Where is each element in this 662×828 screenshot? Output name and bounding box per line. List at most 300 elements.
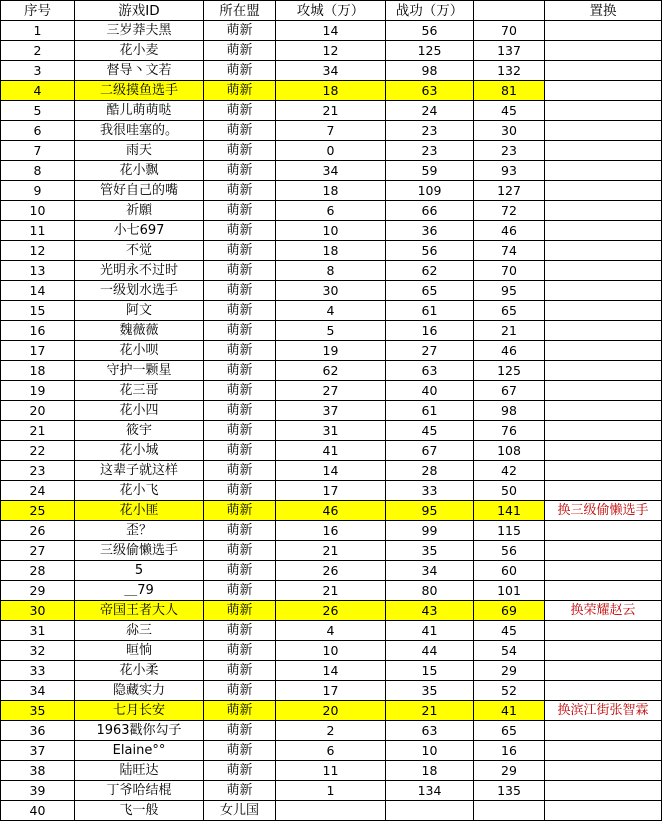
cell-merit[interactable]: 21: [386, 701, 474, 721]
cell-exchange-note[interactable]: [545, 781, 662, 801]
cell-game-id[interactable]: 帝国王者大人: [75, 601, 204, 621]
cell-exchange-note[interactable]: [545, 121, 662, 141]
cell-merit[interactable]: 65: [386, 281, 474, 301]
cell-total[interactable]: 70: [474, 261, 545, 281]
cell-number[interactable]: 9: [1, 181, 75, 201]
header-cell-game-id[interactable]: 游戏ID: [75, 1, 204, 21]
cell-total[interactable]: [474, 801, 545, 821]
cell-game-id[interactable]: 花小四: [75, 401, 204, 421]
cell-game-id[interactable]: 督导丶文若: [75, 61, 204, 81]
cell-siege[interactable]: 20: [276, 701, 386, 721]
cell-total[interactable]: 21: [474, 321, 545, 341]
cell-siege[interactable]: 62: [276, 361, 386, 381]
cell-merit[interactable]: 80: [386, 581, 474, 601]
cell-game-id[interactable]: 光明永不过时: [75, 261, 204, 281]
cell-merit[interactable]: 43: [386, 601, 474, 621]
cell-siege[interactable]: 14: [276, 461, 386, 481]
cell-merit[interactable]: 56: [386, 241, 474, 261]
cell-number[interactable]: 37: [1, 741, 75, 761]
cell-alliance[interactable]: 萌新: [204, 121, 276, 141]
cell-alliance[interactable]: 萌新: [204, 261, 276, 281]
cell-siege[interactable]: 10: [276, 221, 386, 241]
cell-exchange-note[interactable]: [545, 401, 662, 421]
cell-total[interactable]: 70: [474, 21, 545, 41]
cell-exchange-note[interactable]: [545, 541, 662, 561]
cell-alliance[interactable]: 萌新: [204, 321, 276, 341]
cell-merit[interactable]: 18: [386, 761, 474, 781]
cell-merit[interactable]: 35: [386, 541, 474, 561]
cell-siege[interactable]: 0: [276, 141, 386, 161]
cell-merit[interactable]: 45: [386, 421, 474, 441]
cell-alliance[interactable]: 萌新: [204, 621, 276, 641]
cell-siege[interactable]: 26: [276, 561, 386, 581]
cell-number[interactable]: 14: [1, 281, 75, 301]
cell-exchange-note[interactable]: [545, 41, 662, 61]
cell-alliance[interactable]: 女儿国: [204, 801, 276, 821]
table-row: [1, 621, 662, 641]
cell-number[interactable]: 6: [1, 121, 75, 141]
cell-game-id[interactable]: 陆旺达: [75, 761, 204, 781]
cell-merit[interactable]: 63: [386, 361, 474, 381]
cell-number[interactable]: 8: [1, 161, 75, 181]
cell-alliance[interactable]: 萌新: [204, 441, 276, 461]
cell-siege[interactable]: 2: [276, 721, 386, 741]
cell-alliance[interactable]: 萌新: [204, 541, 276, 561]
cell-game-id[interactable]: 一级划水选手: [75, 281, 204, 301]
cell-siege[interactable]: 21: [276, 581, 386, 601]
cell-number[interactable]: 30: [1, 601, 75, 621]
cell-exchange-note[interactable]: [545, 261, 662, 281]
cell-total[interactable]: 54: [474, 641, 545, 661]
cell-game-id[interactable]: 花小柔: [75, 661, 204, 681]
cell-total[interactable]: 132: [474, 61, 545, 81]
cell-total[interactable]: 56: [474, 541, 545, 561]
cell-siege[interactable]: 7: [276, 121, 386, 141]
cell-exchange-note[interactable]: [545, 221, 662, 241]
cell-total[interactable]: 29: [474, 661, 545, 681]
cell-game-id[interactable]: 雨天: [75, 141, 204, 161]
cell-total[interactable]: 127: [474, 181, 545, 201]
cell-total[interactable]: 65: [474, 721, 545, 741]
cell-siege[interactable]: 18: [276, 181, 386, 201]
table-row: [1, 761, 662, 781]
table-row: [1, 581, 662, 601]
cell-exchange-note[interactable]: 换荣耀赵云: [545, 601, 662, 621]
cell-merit[interactable]: 62: [386, 261, 474, 281]
cell-number[interactable]: 28: [1, 561, 75, 581]
table-row: [1, 161, 662, 181]
cell-exchange-note[interactable]: [545, 301, 662, 321]
table-row: [1, 121, 662, 141]
cell-siege[interactable]: 12: [276, 41, 386, 61]
cell-total[interactable]: 137: [474, 41, 545, 61]
cell-total[interactable]: 45: [474, 101, 545, 121]
cell-total[interactable]: 67: [474, 381, 545, 401]
cell-game-id[interactable]: 丁爷哈结棍: [75, 781, 204, 801]
cell-exchange-note[interactable]: [545, 181, 662, 201]
cell-siege[interactable]: [276, 801, 386, 821]
cell-siege[interactable]: 26: [276, 601, 386, 621]
cell-number[interactable]: 11: [1, 221, 75, 241]
cell-game-id[interactable]: Elaine°°: [75, 741, 204, 761]
cell-alliance[interactable]: 萌新: [204, 481, 276, 501]
cell-total[interactable]: 50: [474, 481, 545, 501]
cell-merit[interactable]: 134: [386, 781, 474, 801]
cell-siege[interactable]: 1: [276, 781, 386, 801]
cell-merit[interactable]: 36: [386, 221, 474, 241]
header-cell-exchange[interactable]: 置换: [545, 1, 662, 21]
cell-total[interactable]: 65: [474, 301, 545, 321]
cell-exchange-note[interactable]: [545, 61, 662, 81]
cell-total[interactable]: 72: [474, 201, 545, 221]
cell-exchange-note[interactable]: [545, 521, 662, 541]
cell-alliance[interactable]: 萌新: [204, 401, 276, 421]
cell-alliance[interactable]: 萌新: [204, 241, 276, 261]
cell-alliance[interactable]: 萌新: [204, 781, 276, 801]
cell-game-id[interactable]: 我很哇塞的。: [75, 121, 204, 141]
header-cell-number[interactable]: 序号: [1, 1, 75, 21]
cell-exchange-note[interactable]: [545, 761, 662, 781]
cell-total[interactable]: 108: [474, 441, 545, 461]
cell-merit[interactable]: 23: [386, 141, 474, 161]
cell-siege[interactable]: 46: [276, 501, 386, 521]
cell-exchange-note[interactable]: [545, 561, 662, 581]
cell-game-id[interactable]: 晅恦: [75, 641, 204, 661]
cell-alliance[interactable]: 萌新: [204, 221, 276, 241]
cell-alliance[interactable]: 萌新: [204, 421, 276, 441]
cell-total[interactable]: 46: [474, 221, 545, 241]
cell-game-id[interactable]: 花三哥: [75, 381, 204, 401]
cell-alliance[interactable]: 萌新: [204, 201, 276, 221]
cell-number[interactable]: 23: [1, 461, 75, 481]
cell-number[interactable]: 3: [1, 61, 75, 81]
cell-alliance[interactable]: 萌新: [204, 461, 276, 481]
cell-merit[interactable]: 61: [386, 301, 474, 321]
table-row: [1, 441, 662, 461]
cell-merit[interactable]: 15: [386, 661, 474, 681]
cell-siege[interactable]: 18: [276, 241, 386, 261]
cell-siege[interactable]: 14: [276, 661, 386, 681]
cell-exchange-note[interactable]: [545, 361, 662, 381]
cell-number[interactable]: 31: [1, 621, 75, 641]
cell-alliance[interactable]: 萌新: [204, 721, 276, 741]
cell-merit[interactable]: 27: [386, 341, 474, 361]
cell-game-id[interactable]: 这辈子就这样: [75, 461, 204, 481]
cell-merit[interactable]: 61: [386, 401, 474, 421]
cell-merit[interactable]: 16: [386, 321, 474, 341]
cell-exchange-note[interactable]: [545, 421, 662, 441]
cell-number[interactable]: 17: [1, 341, 75, 361]
cell-siege[interactable]: 41: [276, 441, 386, 461]
table-row: [1, 361, 662, 381]
cell-alliance[interactable]: 萌新: [204, 301, 276, 321]
cell-merit[interactable]: 41: [386, 621, 474, 641]
cell-exchange-note[interactable]: [545, 81, 662, 101]
cell-alliance[interactable]: 萌新: [204, 601, 276, 621]
cell-number[interactable]: 21: [1, 421, 75, 441]
cell-alliance[interactable]: 萌新: [204, 761, 276, 781]
cell-merit[interactable]: 59: [386, 161, 474, 181]
cell-total[interactable]: 74: [474, 241, 545, 261]
cell-total[interactable]: 42: [474, 461, 545, 481]
cell-alliance[interactable]: 萌新: [204, 641, 276, 661]
cell-game-id[interactable]: 花小城: [75, 441, 204, 461]
cell-siege[interactable]: 34: [276, 161, 386, 181]
cell-exchange-note[interactable]: [545, 381, 662, 401]
cell-exchange-note[interactable]: [545, 141, 662, 161]
cell-exchange-note[interactable]: [545, 661, 662, 681]
cell-alliance[interactable]: 萌新: [204, 41, 276, 61]
cell-alliance[interactable]: 萌新: [204, 341, 276, 361]
cell-exchange-note[interactable]: [545, 721, 662, 741]
table-row: [1, 801, 662, 821]
cell-game-id[interactable]: 三岁莽夫黑: [75, 21, 204, 41]
cell-siege[interactable]: 8: [276, 261, 386, 281]
cell-number[interactable]: 1: [1, 21, 75, 41]
cell-alliance[interactable]: 萌新: [204, 681, 276, 701]
cell-merit[interactable]: 35: [386, 681, 474, 701]
cell-merit[interactable]: 44: [386, 641, 474, 661]
cell-alliance[interactable]: 萌新: [204, 161, 276, 181]
cell-game-id[interactable]: 二级摸鱼选手: [75, 81, 204, 101]
cell-total[interactable]: 46: [474, 341, 545, 361]
cell-siege[interactable]: 6: [276, 741, 386, 761]
cell-exchange-note[interactable]: [545, 481, 662, 501]
cell-alliance[interactable]: 萌新: [204, 101, 276, 121]
cell-number[interactable]: 15: [1, 301, 75, 321]
cell-number[interactable]: 24: [1, 481, 75, 501]
cell-siege[interactable]: 31: [276, 421, 386, 441]
cell-siege[interactable]: 17: [276, 681, 386, 701]
cell-number[interactable]: 26: [1, 521, 75, 541]
cell-exchange-note[interactable]: [545, 801, 662, 821]
cell-game-id[interactable]: 守护一颗星: [75, 361, 204, 381]
cell-number[interactable]: 38: [1, 761, 75, 781]
cell-game-id[interactable]: 花小麦: [75, 41, 204, 61]
cell-exchange-note[interactable]: [545, 241, 662, 261]
cell-total[interactable]: 101: [474, 581, 545, 601]
cell-game-id[interactable]: 祈願: [75, 201, 204, 221]
cell-total[interactable]: 141: [474, 501, 545, 521]
cell-merit[interactable]: [386, 801, 474, 821]
cell-total[interactable]: 41: [474, 701, 545, 721]
cell-number[interactable]: 40: [1, 801, 75, 821]
cell-exchange-note[interactable]: [545, 681, 662, 701]
cell-merit[interactable]: 56: [386, 21, 474, 41]
cell-game-id[interactable]: 5: [75, 561, 204, 581]
cell-number[interactable]: 19: [1, 381, 75, 401]
cell-merit[interactable]: 40: [386, 381, 474, 401]
cell-siege[interactable]: 21: [276, 541, 386, 561]
cell-number[interactable]: 2: [1, 41, 75, 61]
cell-alliance[interactable]: 萌新: [204, 521, 276, 541]
cell-number[interactable]: 10: [1, 201, 75, 221]
cell-game-id[interactable]: 飞一般: [75, 801, 204, 821]
cell-alliance[interactable]: 萌新: [204, 701, 276, 721]
cell-total[interactable]: 95: [474, 281, 545, 301]
cell-exchange-note[interactable]: [545, 201, 662, 221]
cell-alliance[interactable]: 萌新: [204, 581, 276, 601]
cell-total[interactable]: 29: [474, 761, 545, 781]
cell-alliance[interactable]: 萌新: [204, 361, 276, 381]
cell-number[interactable]: 34: [1, 681, 75, 701]
table-row: [1, 61, 662, 81]
cell-alliance[interactable]: 萌新: [204, 21, 276, 41]
cell-number[interactable]: 20: [1, 401, 75, 421]
cell-alliance[interactable]: 萌新: [204, 141, 276, 161]
cell-siege[interactable]: 10: [276, 641, 386, 661]
cell-siege[interactable]: 27: [276, 381, 386, 401]
cell-merit[interactable]: 33: [386, 481, 474, 501]
cell-number[interactable]: 36: [1, 721, 75, 741]
cell-exchange-note[interactable]: [545, 741, 662, 761]
cell-total[interactable]: 30: [474, 121, 545, 141]
cell-siege[interactable]: 34: [276, 61, 386, 81]
cell-game-id[interactable]: 管好自己的嘴: [75, 181, 204, 201]
cell-siege[interactable]: 30: [276, 281, 386, 301]
cell-total[interactable]: 60: [474, 561, 545, 581]
cell-merit[interactable]: 125: [386, 41, 474, 61]
cell-siege[interactable]: 4: [276, 301, 386, 321]
table-row: [1, 381, 662, 401]
cell-number[interactable]: 7: [1, 141, 75, 161]
cell-total[interactable]: 23: [474, 141, 545, 161]
cell-game-id[interactable]: 小七697: [75, 221, 204, 241]
table-row: [1, 261, 662, 281]
cell-number[interactable]: 32: [1, 641, 75, 661]
cell-siege[interactable]: 16: [276, 521, 386, 541]
cell-number[interactable]: 29: [1, 581, 75, 601]
cell-exchange-note[interactable]: 换滨江街张智霖: [545, 701, 662, 721]
cell-total[interactable]: 81: [474, 81, 545, 101]
cell-total[interactable]: 16: [474, 741, 545, 761]
header-cell-siege[interactable]: 攻城（万）: [276, 1, 386, 21]
cell-alliance[interactable]: 萌新: [204, 661, 276, 681]
cell-merit[interactable]: 99: [386, 521, 474, 541]
cell-merit[interactable]: 10: [386, 741, 474, 761]
cell-game-id[interactable]: 尛三: [75, 621, 204, 641]
cell-game-id[interactable]: 1963戳你勾子: [75, 721, 204, 741]
cell-game-id[interactable]: 花小匪: [75, 501, 204, 521]
cell-game-id[interactable]: 筱宇: [75, 421, 204, 441]
cell-total[interactable]: 93: [474, 161, 545, 181]
cell-merit[interactable]: 95: [386, 501, 474, 521]
cell-merit[interactable]: 23: [386, 121, 474, 141]
cell-exchange-note[interactable]: [545, 341, 662, 361]
cell-siege[interactable]: 17: [276, 481, 386, 501]
cell-siege[interactable]: 37: [276, 401, 386, 421]
cell-siege[interactable]: 14: [276, 21, 386, 41]
cell-total[interactable]: 69: [474, 601, 545, 621]
cell-game-id[interactable]: 不觉: [75, 241, 204, 261]
cell-game-id[interactable]: 花小呗: [75, 341, 204, 361]
cell-game-id[interactable]: 花小飘: [75, 161, 204, 181]
cell-game-id[interactable]: 七月长安: [75, 701, 204, 721]
cell-merit[interactable]: 63: [386, 81, 474, 101]
cell-exchange-note[interactable]: 换三级偷懒选手: [545, 501, 662, 521]
cell-siege[interactable]: 6: [276, 201, 386, 221]
cell-number[interactable]: 13: [1, 261, 75, 281]
cell-siege[interactable]: 19: [276, 341, 386, 361]
cell-merit[interactable]: 66: [386, 201, 474, 221]
cell-siege[interactable]: 4: [276, 621, 386, 641]
cell-exchange-note[interactable]: [545, 641, 662, 661]
cell-total[interactable]: 115: [474, 521, 545, 541]
cell-siege[interactable]: 18: [276, 81, 386, 101]
cell-merit[interactable]: 24: [386, 101, 474, 121]
cell-number[interactable]: 25: [1, 501, 75, 521]
cell-total[interactable]: 125: [474, 361, 545, 381]
cell-game-id[interactable]: 三级偷懒选手: [75, 541, 204, 561]
cell-number[interactable]: 4: [1, 81, 75, 101]
cell-merit[interactable]: 98: [386, 61, 474, 81]
cell-alliance[interactable]: 萌新: [204, 281, 276, 301]
table-row: [1, 421, 662, 441]
cell-alliance[interactable]: 萌新: [204, 741, 276, 761]
cell-exchange-note[interactable]: [545, 21, 662, 41]
cell-number[interactable]: 35: [1, 701, 75, 721]
cell-game-id[interactable]: 歪？: [75, 521, 204, 541]
cell-merit[interactable]: 28: [386, 461, 474, 481]
cell-siege[interactable]: 21: [276, 101, 386, 121]
cell-number[interactable]: 18: [1, 361, 75, 381]
cell-alliance[interactable]: 萌新: [204, 61, 276, 81]
header-cell-total[interactable]: [474, 1, 545, 21]
cell-alliance[interactable]: 萌新: [204, 561, 276, 581]
cell-game-id[interactable]: 酷儿萌萌哒: [75, 101, 204, 121]
cell-number[interactable]: 16: [1, 321, 75, 341]
cell-alliance[interactable]: 萌新: [204, 81, 276, 101]
cell-merit[interactable]: 109: [386, 181, 474, 201]
cell-exchange-note[interactable]: [545, 161, 662, 181]
cell-alliance[interactable]: 萌新: [204, 501, 276, 521]
cell-number[interactable]: 39: [1, 781, 75, 801]
cell-merit[interactable]: 34: [386, 561, 474, 581]
cell-total[interactable]: 135: [474, 781, 545, 801]
header-cell-alliance[interactable]: 所在盟: [204, 1, 276, 21]
cell-game-id[interactable]: 隐藏实力: [75, 681, 204, 701]
cell-number[interactable]: 33: [1, 661, 75, 681]
cell-number[interactable]: 5: [1, 101, 75, 121]
cell-alliance[interactable]: 萌新: [204, 381, 276, 401]
cell-exchange-note[interactable]: [545, 441, 662, 461]
cell-exchange-note[interactable]: [545, 461, 662, 481]
cell-merit[interactable]: 67: [386, 441, 474, 461]
cell-total[interactable]: 45: [474, 621, 545, 641]
cell-total[interactable]: 76: [474, 421, 545, 441]
cell-exchange-note[interactable]: [545, 101, 662, 121]
cell-alliance[interactable]: 萌新: [204, 181, 276, 201]
cell-exchange-note[interactable]: [545, 581, 662, 601]
cell-number[interactable]: 27: [1, 541, 75, 561]
cell-exchange-note[interactable]: [545, 621, 662, 641]
header-cell-merit[interactable]: 战功（万）: [386, 1, 474, 21]
cell-exchange-note[interactable]: [545, 321, 662, 341]
cell-game-id[interactable]: ＿79: [75, 581, 204, 601]
cell-merit[interactable]: 63: [386, 721, 474, 741]
cell-game-id[interactable]: 阿文: [75, 301, 204, 321]
cell-game-id[interactable]: 魏薇薇: [75, 321, 204, 341]
cell-total[interactable]: 98: [474, 401, 545, 421]
table-row: [1, 541, 662, 561]
cell-game-id[interactable]: 花小飞: [75, 481, 204, 501]
cell-total[interactable]: 52: [474, 681, 545, 701]
cell-siege[interactable]: 5: [276, 321, 386, 341]
cell-number[interactable]: 22: [1, 441, 75, 461]
cell-number[interactable]: 12: [1, 241, 75, 261]
cell-siege[interactable]: 11: [276, 761, 386, 781]
cell-exchange-note[interactable]: [545, 281, 662, 301]
